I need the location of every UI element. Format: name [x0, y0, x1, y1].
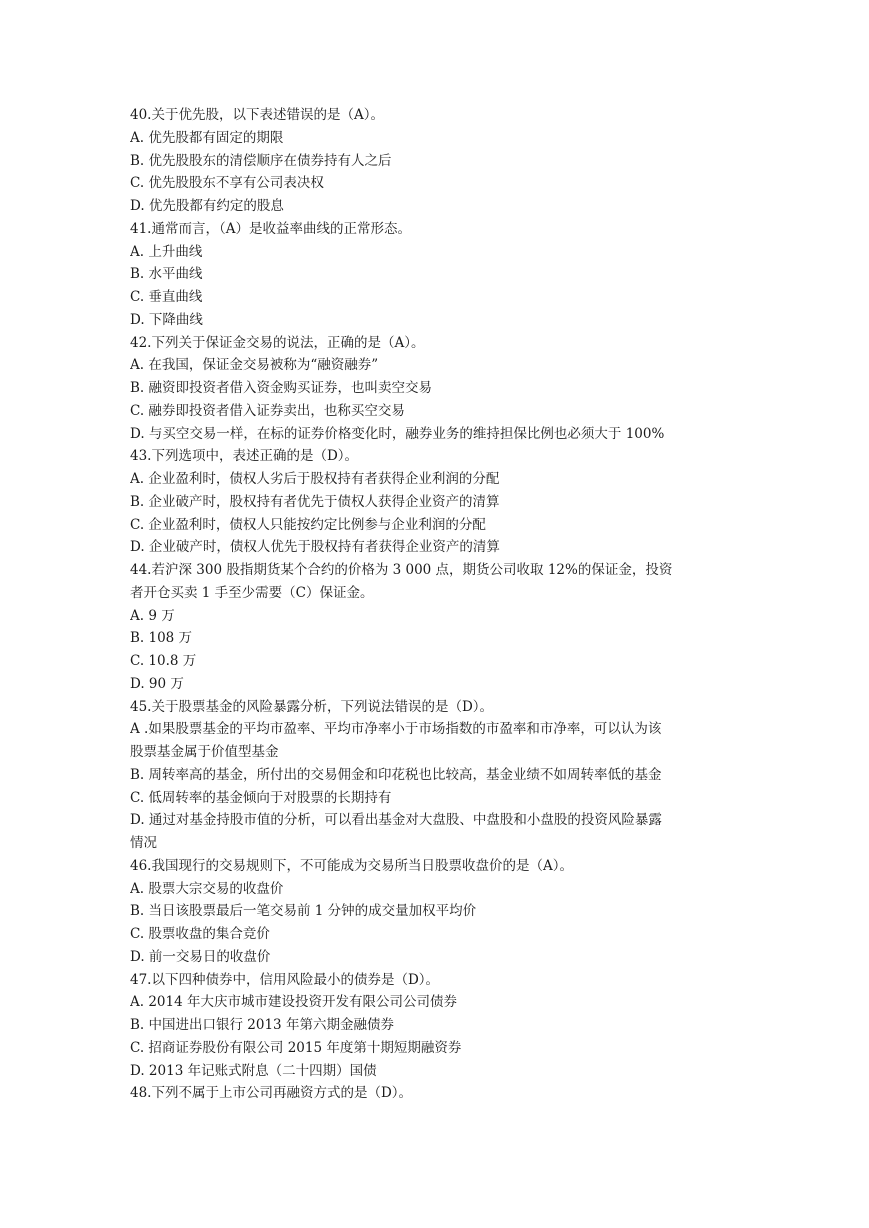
- q45-option-c: C. 低周转率的基金倾向于对股票的长期持有: [130, 789, 392, 806]
- q44-option-c: C. 10.8 万: [130, 653, 197, 669]
- document-page: [130, 104, 770, 1105]
- q46-option-c: C. 股票收盘的集合竞价: [130, 926, 270, 942]
- q44-option-a: A. 9 万: [130, 607, 175, 624]
- q45-option-a: A .如果股票基金的平均市盈率、平均市净率小于市场指数的市盈率和市净率，可以认为该: [130, 721, 662, 738]
- q43-option-c: C. 企业盈利时，债权人只能按约定比例参与企业利润的分配: [130, 516, 486, 533]
- q46-option-a: A. 股票大宗交易的收盘价: [130, 880, 284, 897]
- question-42: 42.下列关于保证金交易的说法，正确的是（A）。: [130, 334, 425, 351]
- question-44: 44.若沪深 300 股指期货某个合约的价格为 3 000 点，期货公司收取 12%的保证金，投资: [130, 562, 673, 578]
- q47-option-c: C. 招商证券股份有限公司 2015 年度第十期短期融资券: [130, 1039, 462, 1056]
- question-46: 46.我国现行的交易规则下，不可能成为交易所当日股票收盘价的是（A）。: [130, 857, 573, 874]
- q42-option-d: D. 与买空交易一样，在标的证券价格变化时，融券业务的维持担保比例也必须大于 100%: [130, 425, 665, 442]
- q40-option-b: B. 优先股股东的清偿顺序在债券持有人之后: [130, 152, 392, 169]
- q42-option-b: B. 融资即投资者借入资金购买证券，也叫卖空交易: [130, 380, 433, 396]
- question-40: 40.关于优先股，以下表述错误的是（A）。: [130, 107, 384, 123]
- q40-option-d: D. 优先股都有约定的股息: [130, 198, 284, 214]
- q41-option-d: D. 下降曲线: [130, 311, 203, 328]
- q43-option-a: A. 企业盈利时，债权人劣后于股权持有者获得企业利润的分配: [130, 471, 500, 487]
- q47-option-d: D. 2013 年记账式附息（二十四期）国债: [130, 1062, 377, 1079]
- q42-option-c: C. 融券即投资者借入证券卖出，也称买空交易: [130, 402, 405, 419]
- question-45: 45.关于股票基金的风险暴露分析，下列说法错误的是（D）。: [130, 698, 494, 715]
- q47-option-a: A. 2014 年大庆市城市建设投资开发有限公司公司债券: [130, 994, 457, 1011]
- q40-option-c: C. 优先股股东不享有公司表决权: [130, 175, 324, 192]
- question-48: 48.下列不属于上市公司再融资方式的是（D）。: [130, 1085, 413, 1102]
- q41-option-c: C. 垂直曲线: [130, 289, 203, 305]
- q45-option-d: D. 通过对基金持股市值的分析，可以看出基金对大盘股、中盘股和小盘股的投资风险暴露: [130, 812, 662, 829]
- q44-option-d: D. 90 万: [130, 675, 184, 692]
- q45-option-d-cont: 情况: [130, 835, 157, 851]
- q41-option-a: A. 上升曲线: [130, 243, 203, 260]
- q43-option-d: D. 企业破产时，债权人优先于股权持有者获得企业资产的清算: [130, 539, 500, 556]
- q43-option-b: B. 企业破产时，股权持有者优先于债权人获得企业资产的清算: [130, 493, 500, 510]
- q44-option-b: B. 108 万: [130, 630, 193, 647]
- q40-option-a: A. 优先股都有固定的期限: [130, 129, 284, 146]
- q47-option-b: B. 中国进出口银行 2013 年第六期金融债券: [130, 1017, 394, 1033]
- q46-option-d: D. 前一交易日的收盘价: [130, 948, 271, 965]
- q45-option-a-cont: 股票基金属于价值型基金: [130, 744, 279, 760]
- q46-option-b: B. 当日该股票最后一笔交易前 1 分钟的成交量加权平均价: [130, 903, 477, 920]
- q41-option-b: B. 水平曲线: [130, 266, 203, 283]
- q45-option-b: B. 周转率高的基金，所付出的交易佣金和印花税也比较高，基金业绩不如周转率低的基金: [130, 766, 662, 783]
- question-43: 43.下列选项中，表述正确的是（D）。: [130, 448, 359, 465]
- question-41: 41.通常而言，（A）是收益率曲线的正常形态。: [130, 220, 411, 237]
- question-47: 47.以下四种债券中，信用风险最小的债券是（D）。: [130, 971, 440, 988]
- question-44-cont: 者开仓买卖 1 手至少需要（C）保证金。: [130, 584, 374, 601]
- q42-option-a: A. 在我国，保证金交易被称为“融资融券”: [130, 357, 379, 374]
